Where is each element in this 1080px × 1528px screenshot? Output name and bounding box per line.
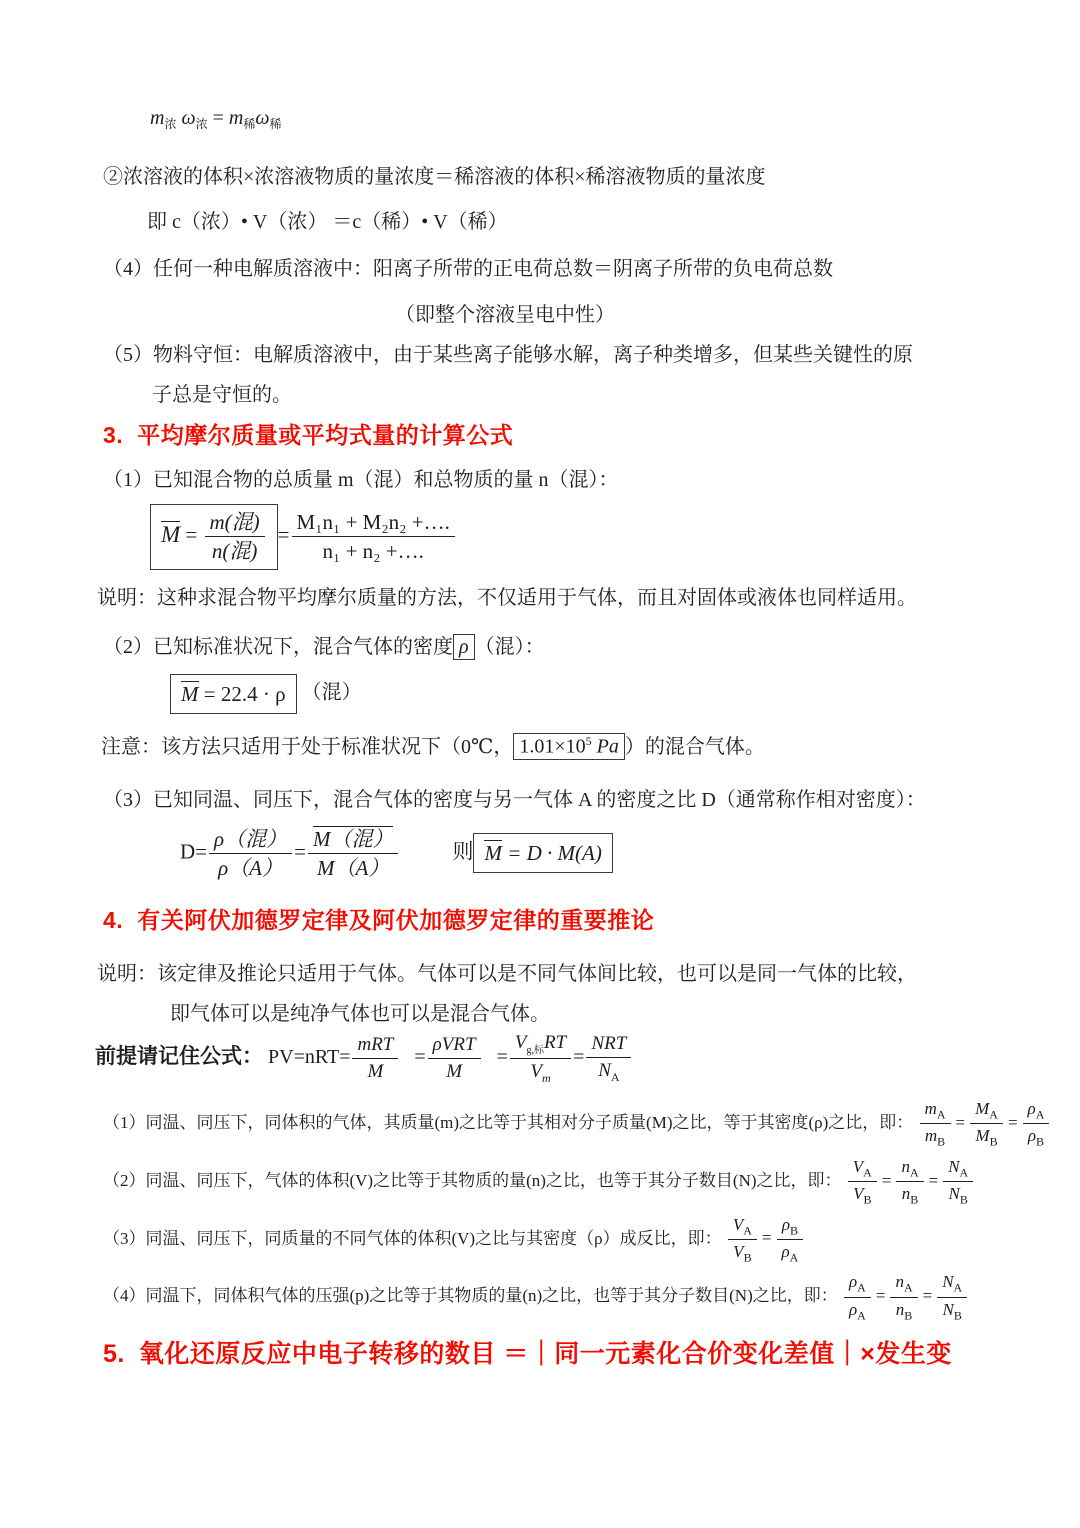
equals-sign: =: [955, 1112, 966, 1132]
formula-suffix: （混）: [301, 681, 362, 704]
item-text: 同温、同压下，同体积的气体，其质量(m)之比等于其相对分子质量(M)之比，等于其密度(ρ)之比，即：: [145, 1112, 914, 1132]
boxed-rho: ρ: [453, 634, 475, 660]
item-charge-note: [395, 300, 1010, 330]
item-mass-conservation: [103, 340, 1010, 370]
fraction-rho-ratio: $\frac{\text{ρ（混）}}{\rho(A)}$: [209, 826, 292, 882]
item-text: 子总是守恒的。: [152, 384, 292, 406]
heading-title: 有关阿伏加德罗定律及阿伏加德罗定律的重要推论: [137, 907, 655, 933]
subscript-conc: 浓: [195, 117, 208, 131]
fraction: $\frac{M_A}{M_B}$: [970, 1098, 1003, 1150]
item-label: （2）: [103, 635, 153, 658]
equals-sign: =: [875, 1286, 886, 1306]
fraction: $\frac{n_A}{n_B}$: [890, 1271, 917, 1323]
subscript-dilute: 稀: [243, 117, 256, 131]
equals-sign: =: [573, 1046, 585, 1069]
note-text: 即气体可以是纯净气体也可以是混合气体。: [170, 1003, 550, 1025]
formula-density-molar-mass: [170, 674, 1010, 714]
s3-note-1: [97, 583, 1010, 613]
heading-title: 氧化还原反应中电子转移的数目 ＝｜同一元素化合价变化差值｜×发生变: [138, 1340, 952, 1369]
section-3-heading: [103, 419, 1010, 451]
rule-volume-concentration: [103, 162, 1010, 192]
equals-sign: =: [928, 1170, 939, 1190]
fraction: $\frac{N_A}{N_B}$: [937, 1271, 967, 1323]
fraction: $\frac{\rho_B}{\rho_A}$: [777, 1214, 804, 1266]
equals-sign: =: [212, 107, 224, 129]
item-text: 物料守恒：电解质溶液中，由于某些离子能够水解，离子种类增多，但某些关键性的原: [153, 344, 913, 366]
formula-text: 即 c（浓）• V（浓） ＝c（稀）• V（稀）: [147, 211, 508, 233]
formula-average-molar-mass: [150, 504, 1010, 570]
boxed-pressure: $1.01\times 10^5$ Pa: [513, 733, 625, 760]
formula-box: [150, 504, 278, 570]
equals-sign: =: [185, 522, 198, 547]
unit-pa: Pa: [596, 735, 619, 758]
fraction-rhovrt-m: $\frac{\text{ρVRT}}{M}$: [428, 1033, 481, 1084]
formula-cv: [147, 207, 1010, 237]
var-m: m: [150, 107, 165, 129]
item-text: 已知标准状况下，混合气体的密度: [153, 635, 453, 658]
fraction: $\frac{V_A}{V_B}$: [728, 1214, 757, 1266]
s3-note-2: [101, 732, 1010, 762]
subscript-dilute: 稀: [269, 117, 282, 131]
avogadro-item-3: [103, 1214, 1010, 1266]
item-label: （3）: [103, 1228, 146, 1248]
equals-sign: =: [277, 522, 290, 547]
rule-text: ②浓溶液的体积×浓溶液物质的量浓度＝稀溶液的体积×稀溶液物质的量浓度: [103, 166, 766, 188]
item-text: 已知同温、同压下，混合气体的密度与另一气体 A 的密度之比 D（通常称作相对密度）：: [153, 788, 926, 811]
heading-number: 5.: [103, 1340, 125, 1369]
s4-note-line2: [170, 999, 1010, 1029]
subscript-conc: 浓: [164, 117, 177, 131]
equals-sign: =: [414, 1046, 426, 1069]
var-M-bar: M: [484, 841, 502, 866]
heading-number: 3.: [103, 422, 124, 448]
var-D: D=: [180, 839, 208, 864]
var-m: m: [228, 107, 244, 129]
item-label: （4）: [103, 258, 153, 280]
ideal-gas-formula-line: [95, 1031, 1010, 1086]
formula-box: [170, 674, 297, 714]
item-text: 任何一种电解质溶液中：阳离子所带的正电荷总数＝阴离子所带的负电荷总数: [153, 258, 833, 280]
var-M-bar: M: [161, 521, 181, 547]
fraction: $\frac{\rho_A}{\rho_A}$: [844, 1271, 871, 1323]
item-label: （3）: [103, 788, 153, 811]
formula-box: [473, 833, 612, 873]
note-text: 注意：该方法只适用于处于标准状况下（0℃，: [101, 735, 514, 758]
formula-dilution-mass: [150, 103, 1010, 139]
note-text: 说明：该定律及推论只适用于气体。气体可以是不同气体间比较，也可以是同一气体的比较，: [97, 963, 917, 985]
exponent: 5: [585, 733, 592, 748]
equals-sign: =: [881, 1170, 892, 1190]
s3-item-1: [103, 465, 1010, 495]
item-text: 同温、同压下，气体的体积(V)之比等于其物质的量(n)之比，也等于其分子数目(N)之比，即：: [145, 1170, 842, 1190]
note-text: ）的混合气体。: [624, 735, 765, 758]
item-label: （1）: [103, 469, 153, 491]
fraction-vgrt-vm: $\frac{V_{g,标}RT}{V_m}$: [510, 1031, 571, 1086]
premise-label: 前提请记住公式：: [95, 1045, 263, 1069]
then-label: 则: [452, 839, 474, 864]
s3-item-3: [103, 785, 1010, 815]
section-4-heading: [103, 904, 1010, 936]
equals-sign: =: [761, 1228, 772, 1248]
item-text: 已知混合物的总质量 m（混）和总物质的量 n（混）：: [153, 469, 619, 491]
item-label: （4）: [103, 1286, 146, 1306]
item-label: （2）: [103, 1170, 146, 1190]
s3-item-2: [103, 632, 1010, 662]
fraction: $\frac{m_A}{m_B}$: [920, 1098, 951, 1150]
formula-relative-density: [180, 826, 1010, 882]
note-text: 说明：这种求混合物平均摩尔质量的方法，不仅适用于气体，而且对固体或液体也同样适用。: [97, 586, 917, 609]
item-charge-conservation: [103, 254, 1010, 284]
var-omega: ω: [255, 107, 270, 129]
equals-sign: =: [922, 1286, 933, 1306]
fraction-nrt-na: $\frac{\text{NRT}}{N_A}$: [586, 1032, 631, 1085]
avogadro-item-1: [103, 1098, 1045, 1150]
formula-body: = D · M(A): [501, 841, 602, 866]
item-mass-conservation-cont: [152, 380, 1010, 410]
fraction: $\frac{\rho_A}{\rho_B}$: [1023, 1098, 1050, 1150]
item-text: 同温下，同体积气体的压强(p)之比等于其物质的量(n)之比，也等于其分子数目(N)之比，即：: [145, 1286, 838, 1306]
item-text: 同温、同压下，同质量的不同气体的体积(V)之比与其密度（ρ）成反比，即：: [145, 1228, 722, 1248]
var-omega: ω: [181, 107, 196, 129]
fraction-mrt-m: $\frac{\text{mRT}}{M}$: [352, 1033, 398, 1084]
s4-note-line1: [97, 959, 1010, 989]
item-text: （混）：: [474, 635, 545, 658]
var-M-bar: M: [181, 681, 199, 706]
fraction-m-over-n: $\frac{\text{m(混)}}{\text{n(混)}}$: [205, 509, 265, 565]
formula-body: = 22.4 · ρ: [198, 681, 286, 706]
avogadro-item-4: [103, 1271, 1010, 1323]
fraction: $\frac{V_A}{V_B}$: [848, 1156, 877, 1208]
equals-sign: =: [1007, 1112, 1018, 1132]
section-5-heading: [103, 1337, 1010, 1371]
heading-number: 4.: [103, 907, 124, 933]
item-label: （1）: [103, 1112, 146, 1132]
fraction: $\frac{n_A}{n_B}$: [896, 1156, 923, 1208]
fraction-weighted-sum: $\frac{\text{M₁n₁ + M₂n₂ +….}}{\text{n₁ + n₂ +….}}$: [292, 509, 455, 565]
item-label: （5）: [103, 344, 153, 366]
note-text: （即整个溶液呈电中性）: [395, 304, 615, 326]
fraction: $\frac{N_A}{N_B}$: [943, 1156, 973, 1208]
equals-sign: =: [496, 1046, 508, 1069]
equals-sign: =: [294, 839, 306, 864]
pv-nrt: PV=nRT=: [268, 1046, 351, 1069]
heading-title: 平均摩尔质量或平均式量的计算公式: [137, 422, 514, 448]
avogadro-item-2: [103, 1156, 1010, 1208]
fraction-M-ratio: $\frac{\text{M（混）}}{M(A)}$: [308, 826, 399, 882]
